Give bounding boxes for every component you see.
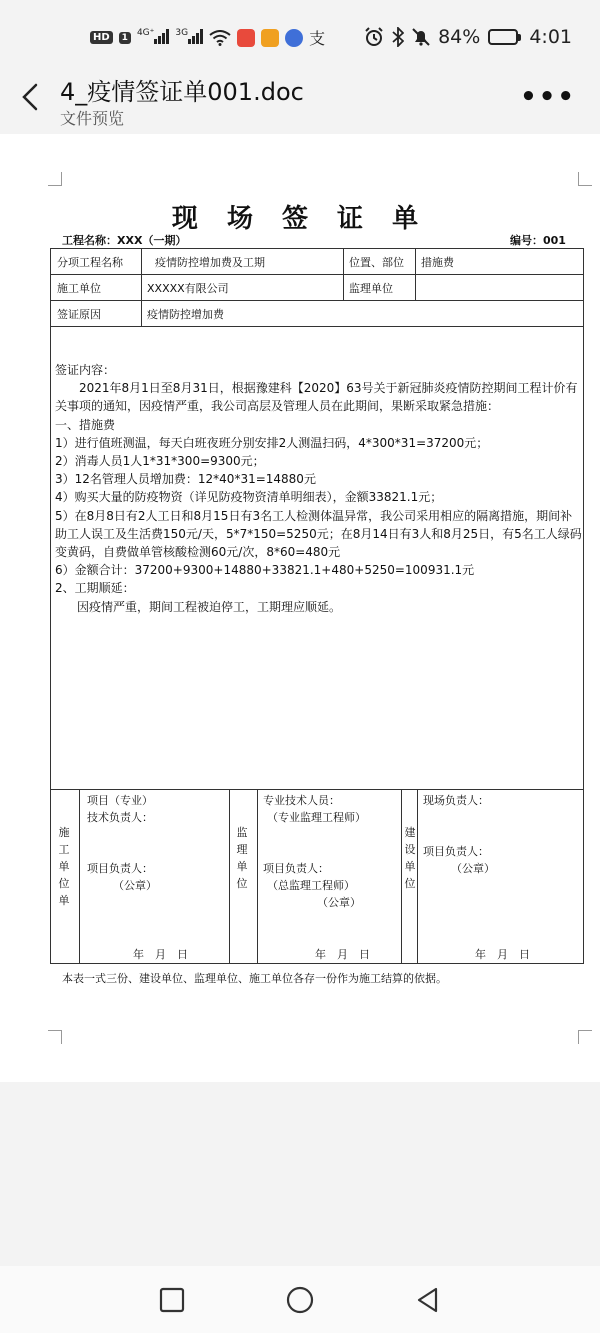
margin-corner-mark [48, 172, 62, 186]
vchar: 建 [404, 826, 416, 839]
reader-app-icon [237, 29, 255, 47]
date-line: 年 月 日 [475, 948, 530, 961]
project-name: 工程名称：XXX（一期） [62, 234, 187, 247]
table-row [51, 301, 583, 327]
margin-corner-mark [578, 1030, 592, 1044]
back-arrow-icon[interactable] [18, 82, 44, 112]
row-label: 分项工程名称 [57, 255, 123, 269]
sign-text: 专业技术人员： [263, 794, 340, 807]
recents-button[interactable] [156, 1284, 188, 1316]
vchar: 单 [404, 860, 416, 873]
sim2-signal [175, 28, 203, 48]
sign-text: 技术负责人： [87, 811, 153, 824]
visa-table [50, 248, 584, 964]
wifi-icon [209, 30, 231, 46]
row-value: 措施费 [421, 255, 454, 269]
vchar: 工 [58, 843, 70, 856]
date-line: 年 月 日 [133, 948, 188, 961]
list-item: 4）购买大量的防疫物资（详见防疫物资清单明细表），金额33821.1元； [55, 490, 443, 505]
date-line: 年 月 日 [315, 948, 370, 961]
battery-icon [488, 29, 521, 45]
margin-corner-mark [48, 1030, 62, 1044]
alipay-icon: 支 [309, 29, 326, 48]
music-app-icon [285, 29, 303, 47]
sign-text: 项目（专业） [87, 794, 153, 807]
section-heading: 一、措施费 [55, 417, 116, 432]
vchar: 监 [236, 826, 248, 839]
sim-card-icon: 1 [119, 32, 131, 44]
list-item: 3）12名管理人员增加费：12*40*31=14880元 [55, 472, 316, 487]
sign-text: （公章） [451, 862, 495, 875]
sim1-signal [137, 28, 169, 48]
list-item: 6）金额合计：37200+9300+14880+33821.1+480+5250=100931.1元 [55, 563, 475, 578]
sign-text: 项目负责人： [87, 862, 153, 875]
row-value: 疫情防控增加费及工期 [155, 255, 265, 269]
document-title: 现 场 签 证 单 [171, 204, 429, 234]
row-label: 位置、部位 [349, 255, 404, 269]
margin-corner-mark [578, 172, 592, 186]
owner-unit-label [403, 824, 417, 892]
mute-bell-icon [412, 27, 430, 47]
footer-note: 本表一式三份、建设单位、监理单位、施工单位各存一份作为施工结算的依据。 [62, 972, 447, 985]
alarm-icon [364, 27, 384, 47]
row-value: 疫情防控增加费 [147, 307, 224, 321]
battery-percent: 84% [438, 26, 481, 48]
section-heading: 2、工期顺延： [55, 581, 135, 596]
visa-content [55, 361, 583, 616]
vchar: 位 [404, 877, 416, 890]
file-preview-label: 文件预览 [60, 109, 125, 128]
shop-app-icon [261, 29, 279, 47]
list-item: 2）消毒人员1人1*31*300=9300元； [55, 454, 265, 469]
more-options-icon[interactable]: ••• [520, 82, 576, 112]
serial-number: 编号：001 [510, 234, 566, 247]
status-icons-right [364, 26, 572, 48]
system-nav-bar [0, 1266, 600, 1333]
bluetooth-icon [392, 27, 404, 47]
signature-block [51, 789, 583, 964]
home-button[interactable] [284, 1284, 316, 1316]
sign-text: （公章） [317, 896, 361, 909]
status-icons-left [90, 26, 325, 49]
document-page [0, 134, 600, 1082]
signal-bars-icon [154, 28, 169, 44]
section-text: 因疫情严重，期间工程被迫停工，工期理应顺延。 [77, 599, 342, 614]
sign-text: （公章） [113, 879, 157, 892]
vchar: 位 [236, 877, 248, 890]
app-header [0, 62, 600, 132]
vchar: 施 [58, 826, 70, 839]
list-item: 5）在8月8日有2人工日和8月15日有3名工人检测体温异常，我公司采用相应的隔离措施，期间补助工人误工及生活费150元/天，5*7*150=5250元；在8月14日有3人和8月25日，有5名工人绿码变黄码，自费做单管核酸检测60元/次，8*60=480元 [55, 508, 582, 560]
list-item: 1）进行值班测温，每天白班夜班分别安排2人测温扫码，4*300*31=37200元； [55, 435, 489, 450]
content-heading: 签证内容： [55, 363, 116, 377]
vchar: 位 [58, 877, 70, 890]
sign-text: （总监理工程师） [267, 879, 355, 892]
table-row [51, 275, 583, 301]
sign-text: 现场负责人： [423, 794, 489, 807]
hd-badge: HD [90, 31, 113, 44]
clock: 4:01 [529, 26, 572, 48]
sim1-label: 4G⁺ [136, 27, 155, 38]
back-button[interactable] [412, 1284, 444, 1316]
row-label: 监理单位 [349, 281, 393, 295]
table-row [51, 249, 583, 275]
sim2-label: 3G [175, 27, 189, 38]
vchar: 设 [404, 843, 416, 856]
content-intro: 2021年8月1日至8月31日，根据豫建科【2020】63号关于新冠肺炎疫情防控期间工程计价有关事项的通知，因疫情严重，我公司高层及管理人员在此期间，果断采取紧急措施： [55, 381, 578, 414]
vchar: 单 [236, 860, 248, 873]
file-title: 4_疫情签证单001.doc [60, 78, 304, 106]
sign-text: （专业监理工程师） [267, 811, 366, 824]
row-label: 施工单位 [57, 281, 101, 295]
sign-text: 项目负责人： [263, 862, 329, 875]
row-label: 签证原因 [57, 307, 101, 321]
vchar: 理 [236, 843, 248, 856]
vchar: 单 [58, 894, 70, 907]
supervision-unit-label [235, 824, 249, 892]
signal-bars-icon [188, 28, 203, 44]
vchar: 单 [58, 860, 70, 873]
sign-text: 项目负责人： [423, 845, 489, 858]
construction-unit-label [57, 824, 71, 909]
row-value: XXXXX有限公司 [147, 281, 229, 295]
